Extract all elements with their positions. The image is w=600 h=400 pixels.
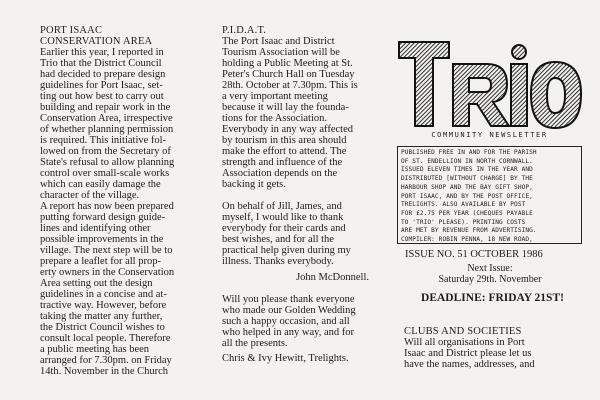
article-line: character of the village. bbox=[40, 190, 140, 201]
clubs-and-societies bbox=[404, 326, 584, 370]
community-newsletter-strapline: COMMUNITY NEWSLETTER bbox=[431, 131, 548, 139]
pidat-line: because it will lay the founda- bbox=[222, 102, 349, 113]
thanks-line: myself, I would like to thank bbox=[222, 212, 344, 223]
article-line: guidelines for Port Isaac, set- bbox=[40, 80, 163, 91]
clubs-line: Will all organisations in Port bbox=[404, 337, 525, 348]
article-line: which can easily damage the bbox=[40, 179, 161, 190]
clubs-body bbox=[404, 337, 584, 370]
article-line: Earlier this year, I reported in bbox=[40, 47, 164, 58]
notice-line: PUBLISHED FREE IN AND FOR THE PARISH bbox=[401, 149, 537, 156]
clubs-line: have the names, addresses, and bbox=[404, 359, 535, 370]
thanks-line: illness. Thanks everybody. bbox=[222, 256, 334, 267]
article-body bbox=[40, 47, 210, 377]
article-line: consult local people. Therefore bbox=[40, 333, 171, 344]
pidat-line: 28th. October at 7.30pm. This is bbox=[222, 80, 358, 91]
notice-line: HARBOUR SHOP AND THE BAY GIFT SHOP, bbox=[401, 183, 533, 191]
article-line: guidelines in a concise and at- bbox=[40, 289, 167, 300]
issue-number: ISSUE NO. 51 OCTOBER 1986 bbox=[405, 249, 543, 260]
pidat-line: tions for the Association. bbox=[222, 113, 327, 124]
article-line: prepare a leaflet for all prop- bbox=[40, 256, 161, 267]
notice-line: FOR £2.75 PER YEAR (CHEQUES PAYABLE bbox=[401, 209, 533, 217]
publication-notice-text bbox=[401, 149, 578, 244]
pidat-line: make the effort to attend. The bbox=[222, 146, 347, 157]
article-line: erty owners in the Conservation bbox=[40, 267, 175, 278]
thanks-line: everybody for their cards and bbox=[222, 223, 346, 234]
article-line: A report has now been prepared bbox=[40, 201, 174, 212]
article-line: Conservation Area, irrespective bbox=[40, 113, 173, 124]
wedding-line: Will you please thank everyone bbox=[222, 294, 355, 305]
notice-line: TO 'TRIO' PLEASE). PRINTING COSTS bbox=[401, 218, 526, 226]
notice-line: PORT ISAAC, AND BY THE POST OFFICE, bbox=[401, 192, 533, 200]
pidat-line: holding a Public Meeting at St. bbox=[222, 58, 353, 69]
thanks-line: practical help given during my bbox=[222, 245, 351, 256]
column-middle bbox=[222, 25, 389, 364]
article-line: the District Council wishes to bbox=[40, 322, 165, 333]
next-issue-label: Next Issue: bbox=[467, 263, 513, 274]
article-heading-line-1: PORT ISAAC bbox=[40, 25, 103, 36]
pidat-line: by tourism in this area should bbox=[222, 135, 347, 146]
notice-line: COMPILER: ROBIN PENNA, 18 NEW ROAD, bbox=[401, 236, 533, 244]
article-line: a public meeting has been bbox=[40, 344, 150, 355]
pidat-line: a very important meeting bbox=[222, 91, 328, 102]
thanks-body bbox=[222, 201, 389, 267]
article-line: of whether planning permission bbox=[40, 124, 174, 135]
article-line: tractive way. However, before bbox=[40, 300, 167, 311]
article-line: ting out how best to carry out bbox=[40, 91, 164, 102]
pidat-line: Tourism Association will be bbox=[222, 47, 340, 58]
pidat-line: strength and influence of the bbox=[222, 157, 343, 168]
pidat-line: Peter's Church Hall on Tuesday bbox=[222, 69, 355, 80]
pidat-body bbox=[222, 36, 389, 190]
article-line: possible improvements in the bbox=[40, 234, 164, 245]
article-line: lowed on from the Secretary of bbox=[40, 146, 171, 157]
notice-line: ISSUED ELEVEN TIMES IN THE YEAR AND bbox=[401, 166, 533, 174]
wedding-signature: Chris & Ivy Hewitt, Trelights. bbox=[222, 353, 349, 364]
pidat-line: Association depends on the bbox=[222, 168, 338, 179]
notice-line: DISTRIBUTED [WITHOUT CHARGE] BY THE bbox=[401, 175, 533, 183]
next-issue bbox=[405, 263, 575, 285]
notice-line: TRELIGHTS. ALSO AVAILABLE BY POST bbox=[401, 201, 526, 209]
article-conservation-area bbox=[40, 25, 210, 377]
wedding-line: such a happy occasion, and all bbox=[222, 316, 350, 327]
article-line: taking the matter any further, bbox=[40, 311, 163, 322]
wedding-line: who made our Golden Wedding bbox=[222, 305, 356, 316]
clubs-line: Isaac and District please let us bbox=[404, 348, 532, 359]
thanks-line: best wishes, and for all the bbox=[222, 234, 334, 245]
pidat-line: Everybody in any way affected bbox=[222, 124, 354, 135]
pidat-line: The Port Isaac and District bbox=[222, 36, 335, 47]
article-line: 14th. November in the Church bbox=[40, 366, 169, 377]
thanks-signature: John McDonnell. bbox=[296, 272, 369, 283]
deadline-notice: DEADLINE: FRIDAY 21ST! bbox=[421, 292, 564, 304]
article-line: control over small-scale works bbox=[40, 168, 170, 179]
article-line: putting forward design guide- bbox=[40, 212, 166, 223]
clubs-heading: CLUBS AND SOCIETIES bbox=[404, 326, 522, 337]
notice-line: ARE MET BY REVENUE FROM ADVERTISING. bbox=[401, 227, 537, 235]
wedding-body bbox=[222, 294, 389, 349]
thanks-line: On behalf of Jill, James, and bbox=[222, 201, 342, 212]
notice-line: OF ST. ENDELLION IN NORTH CORNWALL. bbox=[401, 157, 533, 165]
wedding-line: who helped in any way, and for bbox=[222, 327, 354, 338]
article-line: had decided to prepare design bbox=[40, 69, 166, 80]
article-line: lines and identifying other bbox=[40, 223, 151, 234]
next-issue-date: Saturday 29th. November bbox=[438, 274, 542, 285]
article-line: arranged for 7.30pm. on Friday bbox=[40, 355, 172, 366]
pidat-heading: P.I.D.A.T. bbox=[222, 25, 267, 36]
pidat-line: backing it gets. bbox=[222, 179, 286, 190]
article-line: village. The next step will be to bbox=[40, 245, 173, 256]
article-line: Trio that the District Council bbox=[40, 58, 162, 69]
article-line: State's refusal to allow planning bbox=[40, 157, 175, 168]
article-line: Area setting out the design bbox=[40, 278, 153, 289]
article-line: building and repair work in the bbox=[40, 102, 171, 113]
publication-notice-box bbox=[397, 146, 582, 244]
article-line: is required. This initiative fol- bbox=[40, 135, 167, 146]
trio-logo bbox=[397, 34, 582, 144]
article-heading-line-2: CONSERVATION AREA bbox=[40, 36, 153, 47]
wedding-line: all the presents. bbox=[222, 338, 288, 349]
